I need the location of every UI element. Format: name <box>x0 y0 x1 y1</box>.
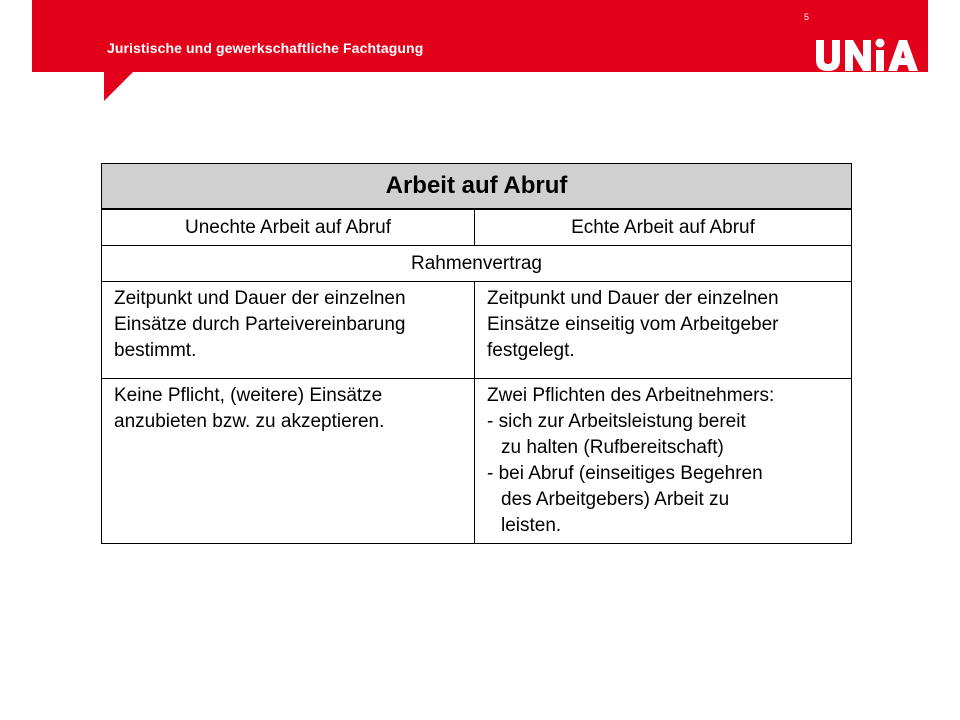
cell-echte-zeitpunkt: Zeitpunkt und Dauer der einzelnen Einsätze einseitig vom Arbeitgeber festgelegt. <box>475 282 852 379</box>
pflicht-2-line-c: leisten. <box>501 515 562 536</box>
cell-unechte-pflicht: Keine Pflicht, (weitere) Einsätze anzubieten bzw. zu akzeptieren. <box>102 379 475 544</box>
table-title: Arbeit auf Abruf <box>102 164 852 210</box>
unia-logo <box>814 38 928 72</box>
header-banner <box>32 0 928 72</box>
page-number: 5 <box>804 12 810 22</box>
header-banner-tab <box>104 71 134 101</box>
pflichten-intro: Zwei Pflichten des Arbeitnehmers: <box>487 385 775 406</box>
header-unechte: Unechte Arbeit auf Abruf <box>102 209 475 246</box>
pflicht-1-line-a: - sich zur Arbeitsleistung bereit <box>487 411 746 432</box>
pflicht-2-line-a: - bei Abruf (einseitiges Begehren <box>487 463 763 484</box>
cell-unechte-zeitpunkt: Zeitpunkt und Dauer der einzelnen Einsätze durch Parteivereinbarung bestimmt. <box>102 282 475 379</box>
cell-echte-pflichten <box>475 379 852 544</box>
conference-subtitle: Juristische und gewerkschaftliche Fachtagung <box>107 40 424 56</box>
pflicht-2-line-b: des Arbeitgebers) Arbeit zu <box>501 489 730 510</box>
rahmenvertrag-row: Rahmenvertrag <box>102 246 852 282</box>
header-echte: Echte Arbeit auf Abruf <box>475 209 852 246</box>
work-on-call-table <box>101 163 852 544</box>
pflicht-1-line-b: zu halten (Rufbereitschaft) <box>501 437 724 458</box>
